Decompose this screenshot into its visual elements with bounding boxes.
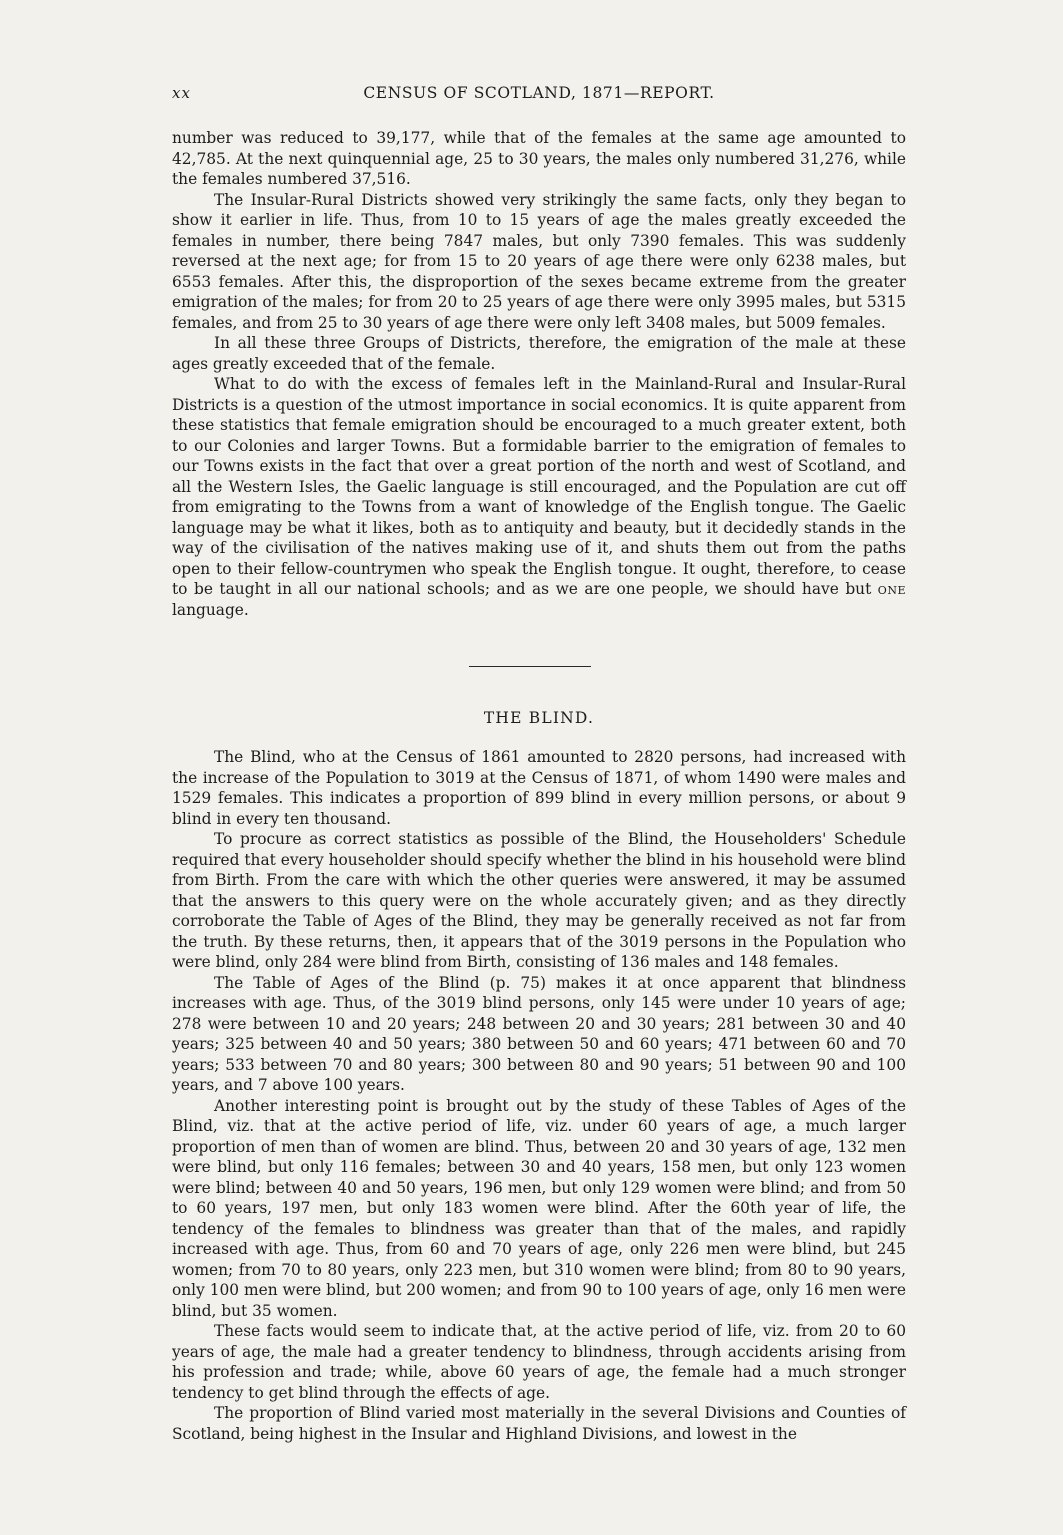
section-heading: THE BLIND. [483, 709, 595, 727]
paragraph-text: What to do with the excess of females left in the Mainland-Rural and Insular-Rural Districts is a question of the utmost importance in social economics. It is quite apparent from these statistics that female emigration should be encouraged to a much greater extent, both to our Colonies and larger Towns. But a formidable barrier to the emigration of females to our Towns exists in the fact that over a great portion of the north and west of Scotland, and all the Western Isles, the Gaelic language is still encouraged, and the Population are cut off from emigrating to the Towns from a want of knowledge of the English tongue. The Gaelic language may be what it likes, both as to antiquity and beauty, but it decidedly stands in the way of the civilisation of the natives making use of it, and shuts them out from the paths open to their fellow-countrymen who speak the English tongue. It ought, therefore, to cease to be taught in all our national schools; and as we are one people, we should have but [172, 375, 906, 598]
section-divider [469, 666, 591, 667]
paragraph: Another interesting point is brought out by the study of these Tables of Ages of the Blind, viz. that at the active period of life, viz. under 60 years of age, a much larger proportion of men than of women are blind. Thus, between 20 and 30 years of age, 132 men were blind, but only 116 females; between 30 and 40 years, 158 men, but only 123 women were blind; between 40 and 50 years, 196 men, but only 129 women were blind; and from 50 to 60 years, 197 men, but only 183 women were blind. After the 60th year of life, the tendency of the females to blindness was greater than that of the males, and rapidly increased with age. Thus, from 60 and 70 years of age, only 226 men were blind, but 245 women; from 70 to 80 years, only 223 men, but 310 women were blind; from 80 to 90 years, only 100 men were blind, but 200 women; and from 90 to 100 years of age, only 16 men were blind, but 35 women. [172, 1096, 906, 1320]
page-number: xx [172, 84, 191, 102]
paragraph: The Blind, who at the Census of 1861 amounted to 2820 persons, had increased with the increase of the Population to 3019 at the Census of 1871, of whom 1490 were males and 1529 females. This indicates a proportion of 899 blind in every million persons, or about 9 blind in every ten thousand. [172, 748, 906, 828]
paragraph-gaelic [172, 374, 906, 620]
running-head [172, 84, 906, 106]
paragraph: The proportion of Blind varied most materially in the several Divisions and Counties of Scotland, being highest in the Insular and Highland Divisions, and lowest in the [172, 1404, 906, 1443]
section-the-blind [172, 747, 906, 1444]
section-emigration [172, 128, 906, 620]
page-title: CENSUS OF SCOTLAND, 1871—REPORT. [363, 84, 715, 102]
paragraph: To procure as correct statistics as possible of the Blind, the Householders' Schedule required that every householder should specify whether the blind in his household were blind from Birth. From the care with which the other queries were answered, it may be assumed that the answers to this query were on the whole accurately given; and as they directly corroborate the Table of Ages of the Blind, they may be generally received as not far from the truth. By these returns, then, it appears that of the 3019 persons in the Population who were blind, only 284 were blind from Birth, consisting of 136 males and 148 females. [172, 830, 906, 971]
paragraph: The Insular-Rural Districts showed very strikingly the same facts, only they began to show it earlier in life. Thus, from 10 to 15 years of age the males greatly exceeded the females in number, there being 7847 males, but only 7390 females. This was suddenly reversed at the next age; for from 15 to 20 years of age there were only 6238 males, but 6553 females. After this, the disproportion of the sexes became extreme from the greater emigration of the males; for from 20 to 25 years of age there were only 3995 males, but 5315 females, and from 25 to 30 years of age there were only left 3408 males, but 5009 females. [172, 190, 906, 332]
paragraph: These facts would seem to indicate that, at the active period of life, viz. from 20 to 60 years of age, the male had a greater tendency to blindness, through accidents arising from his profession and trade; while, above 60 years of age, the female had a much stronger tendency to get blind through the effects of age. [172, 1322, 906, 1402]
paragraph-end: language. [172, 600, 249, 619]
paragraph: In all these three Groups of Districts, therefore, the emigration of the male at these ages greatly exceeded that of the female. [172, 334, 906, 373]
paragraph: number was reduced to 39,177, while that of the females at the same age amounted to 42,785. At the next quinquennial age, 25 to 30 years, the males only numbered 31,276, while the females numbered 37,516. [172, 129, 906, 188]
emphasis-word: one [877, 580, 906, 598]
paragraph: The Table of Ages of the Blind (p. 75) makes it at once apparent that blindness increases with age. Thus, of the 3019 blind persons, only 145 were under 10 years of age; 278 were between 10 and 20 years; 248 between 20 and 30 years; 281 between 30 and 40 years; 325 between 40 and 50 years; 380 between 50 and 60 years; 471 between 60 and 70 years; 533 between 70 and 80 years; 300 between 80 and 90 years; 51 between 90 and 100 years, and 7 above 100 years. [172, 973, 906, 1094]
